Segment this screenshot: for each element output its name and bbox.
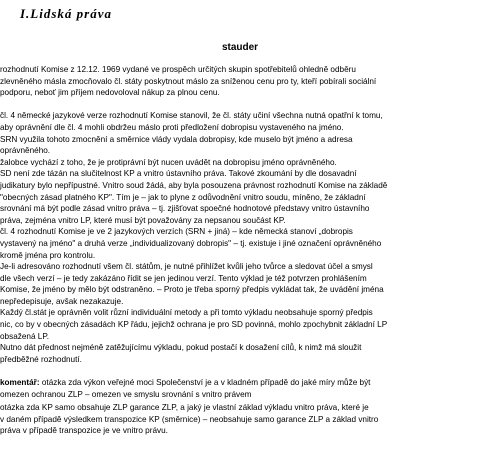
text-line: žalobce vychází z toho, že je protiprávní být nucen uvádět na dobropisu jméno oprávněného. bbox=[0, 157, 337, 167]
text-line: vystavený na jméno" a druhá verze „individualizovaný dobropis" – tj. existuje i jiné označení oprávněného bbox=[0, 238, 382, 248]
text-line: čl. 4 rozhodnutí Komise je ve 2 jazykových verzích (SRN + jiná) – kde německá stanoví „dobropis bbox=[0, 227, 353, 237]
text-line: zlevněného másla zmocňovalo čl. státy poskytnout máslo za sníženou cenu pro ty, kteří pobírali sociální bbox=[0, 76, 377, 86]
text-line: dle všech verzí – je tedy zakázáno řídit se jen jedinou verzí. Tento výklad je též potvrzen prohlášením bbox=[0, 273, 367, 283]
commentary-line: v daném případě výsledkem transpozice KP (směrnice) – neobsahuje samo garance ZLP a základ vnitro bbox=[0, 414, 379, 424]
text-line: obsažená LP. bbox=[0, 331, 50, 341]
text-line: podporu, neboť jim příjem nedovoloval nákup za plnou cenu. bbox=[0, 88, 220, 98]
commentary-line: otázka zda KP samo obsahuje ZLP garance ZLP, a jaký je vlastní základ výkladu vnitro práva, které je bbox=[0, 403, 369, 413]
text-line: nic, co by v obecných zásadách KP řádu, jejichž ochrana je pro SD povinná, mohlo zpochybnit základní LP bbox=[0, 320, 388, 330]
text-line: Komise, že jméno by mělo být odstraněno. – Proto je třeba sporný předpis vykládat tak, že uvádění jména bbox=[0, 285, 384, 295]
text-line: Nutno dát přednost nejméně zatěžujícímu výkladu, pokud postačí k dosažení cílů, k nimž má sloužit bbox=[0, 343, 362, 353]
text-line: aby oprávnění dle čl. 4 mohli obdržeu máslo proti předložení dobropisu vystaveného na jméno. bbox=[0, 122, 344, 132]
text-line: kromě jména pro kontrolu. bbox=[0, 250, 96, 260]
text-line: Každý čl.stát je oprávněn volit různí individuální metody a při tomto výkladu neobsahuje sporný předpis bbox=[0, 308, 373, 318]
commentary-line: omezen ochranou ZLP – omezen ve smyslu srovnání s vnitro právem bbox=[0, 389, 252, 399]
document-title: stauder bbox=[221, 42, 259, 53]
text-line: judikatury bylo nepřípustné. Vnitro soud žádá, aby byla posouzena právnost rozhodnutí Komise na základě bbox=[0, 180, 388, 190]
text-line: SRN využila tohoto zmocnění a směrnice vlády vydala dobropisy, kde muselo být jméno a adresa bbox=[0, 134, 353, 144]
text-line: práva, zejména vnitro LP, které musí být považovány za nepsanou součást KP. bbox=[0, 215, 286, 225]
text-line: nepředepisuje, avšak nezakazuje. bbox=[0, 296, 124, 306]
text-line: "obecných zásad platného KP". Tím je – jak to plyne z odůvodnění vnitro soudu, míněno, že základní bbox=[0, 192, 366, 202]
commentary-label: komentář: bbox=[0, 378, 40, 388]
commentary-line: práva v případě transpozice je ve vnitro právu. bbox=[0, 426, 168, 436]
commentary-line bbox=[0, 377, 478, 389]
commentary-text: otázka zda výkon veřejné moci Společenství je a v kladném případě do jaké míry může být bbox=[39, 378, 371, 388]
text-line: oprávněného. bbox=[0, 146, 51, 156]
text-line: srovnání má být podle zásad vnitro práva – tj. zjišťovat spoečné hodnotové představy vnitro ústavního bbox=[0, 204, 370, 214]
text-line: čl. 4 německé jazykové verze rozhodnutí Komise stanovil, že čl. státy učiní všechna nutná opatřní k tomu, bbox=[0, 111, 383, 121]
text-line: SD není zde tázán na slučitelnost KP a vnitro ústavního práva. Takové zkoumání by dle dosavadní bbox=[0, 169, 357, 179]
text-line: Je-li adresováno rozhodnutí všem čl. státům, je nutné přihlížet kvůli jeho tvůrce a sledovat účel a smysl bbox=[0, 262, 373, 272]
page-header: I.Lidská práva bbox=[20, 6, 112, 21]
document-body bbox=[0, 64, 478, 437]
text-line: předběžné rozhodnutí. bbox=[0, 354, 82, 364]
text-line: rozhodnutí Komise z 12.12. 1969 vydané ve prospěch určitých skupin spotřebitelů ohledně odběru bbox=[0, 65, 356, 74]
